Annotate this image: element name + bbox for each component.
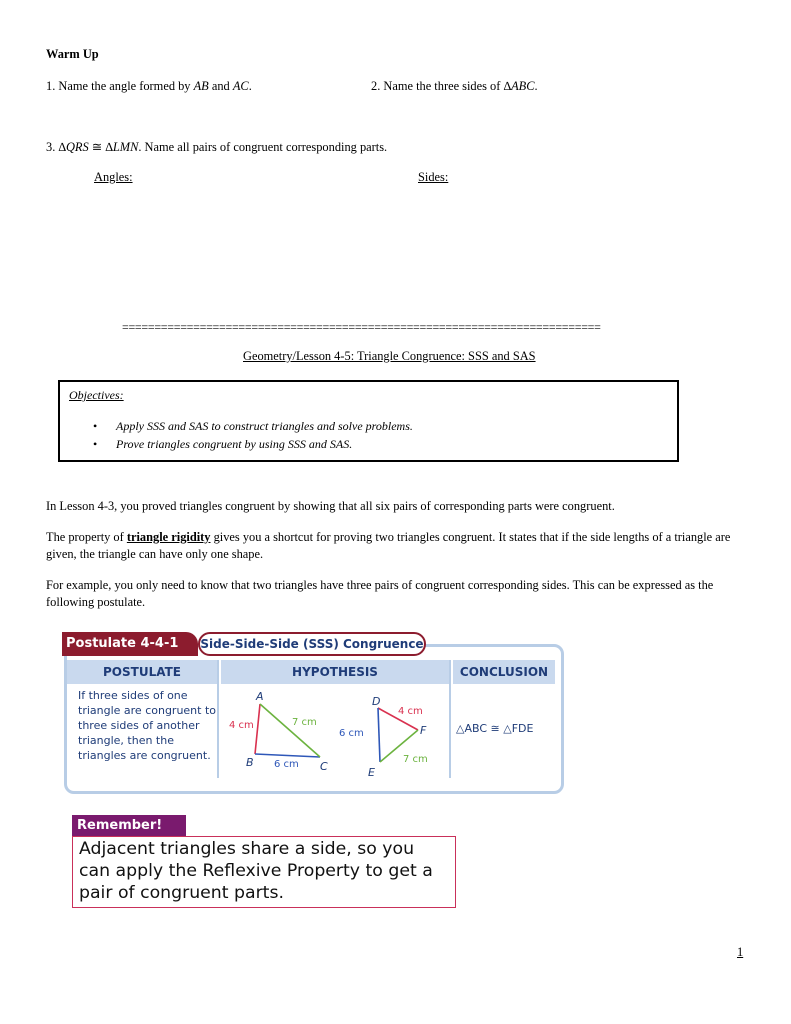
side-ef-length: 7 cm — [403, 754, 428, 765]
q1-post: . — [248, 79, 252, 93]
vertex-c-label: C — [320, 760, 328, 773]
question-1 — [46, 79, 252, 94]
lesson-title: Geometry/Lesson 4-5: Triangle Congruence: SSS and SAS — [243, 349, 536, 363]
question-2 — [371, 79, 538, 94]
side-df-length: 4 cm — [398, 706, 423, 717]
side-bc-length: 6 cm — [274, 759, 299, 770]
q1-text: 1. Name the angle formed by — [46, 79, 194, 93]
remember-text: Adjacent triangles share a side, so you can apply the Reflexive Property to get a pair of congruent parts. — [72, 836, 456, 908]
q1-and: and — [208, 79, 233, 93]
column-header-conclusion: CONCLUSION — [453, 660, 555, 684]
vertex-b-label: B — [246, 756, 254, 769]
q3-post: . Name all pairs of congruent corresponding parts. — [138, 140, 388, 154]
postulate-figure — [62, 630, 564, 792]
postulate-statement: If three sides of one triangle are congruent to three sides of another triangle, then the triangles are congruent. — [78, 689, 217, 762]
p2-text: The property of — [46, 530, 127, 544]
bullet-icon: • — [93, 419, 98, 433]
column-header-hypothesis: HYPOTHESIS — [221, 660, 449, 684]
paragraph-1: In Lesson 4-3, you proved triangles congruent by showing that all six pairs of corresponding parts were congruent. — [46, 499, 615, 513]
postulate-badge: Postulate 4-4-1 — [62, 632, 198, 656]
bullet-icon: • — [93, 437, 98, 451]
column-header-postulate: POSTULATE — [67, 660, 217, 684]
q3-lmn: LMN — [112, 140, 139, 154]
objective-item: Prove triangles congruent by using SSS and SAS. — [116, 437, 353, 451]
side-bc — [255, 754, 320, 757]
vertex-e-label: E — [368, 766, 375, 779]
remember-badge: Remember! — [72, 815, 186, 836]
question-3 — [46, 139, 387, 155]
postulate-title: Side-Side-Side (SSS) Congruence — [198, 632, 426, 656]
q3-text: 3. ∆ — [46, 140, 66, 154]
warmup-title: Warm Up — [46, 47, 99, 61]
side-de — [378, 708, 380, 762]
q3-cong: ≅ ∆ — [88, 140, 113, 154]
vertex-f-label: F — [420, 724, 427, 737]
q1-ab: AB — [193, 79, 209, 93]
paragraph-2 — [46, 529, 748, 563]
side-de-length: 6 cm — [339, 728, 364, 739]
paragraph-3: For example, you only need to know that two triangles have three pairs of congruent corresponding sides. This can be expressed as the following postulate. — [46, 578, 714, 609]
objectives-box — [58, 380, 679, 462]
page-number: 1 — [737, 945, 744, 959]
side-ac — [260, 704, 320, 757]
side-ac-length: 7 cm — [292, 717, 317, 728]
q2-text: 2. Name the three sides of ∆ — [371, 79, 512, 93]
key-term: triangle rigidity — [126, 530, 211, 544]
vertex-d-label: D — [372, 695, 381, 708]
objectives-label: Objectives: — [69, 388, 124, 402]
q3-qrs: QRS — [65, 140, 89, 154]
q2-post: . — [534, 79, 538, 93]
q1-ac: AC — [232, 79, 249, 93]
postulate-conclusion: △ABC ≅ △FDE — [456, 722, 534, 735]
angles-label: Angles: — [94, 170, 133, 184]
vertex-a-label: A — [256, 690, 264, 703]
objective-item: Apply SSS and SAS to construct triangles and solve problems. — [116, 419, 413, 433]
section-divider: ========================================================================== — [122, 320, 601, 334]
side-ab-length: 4 cm — [229, 720, 254, 731]
p2-text-rest: gives you a shortcut for proving two triangles congruent. It states that if the side lengths of a triangle are given, the triangle can have only one shape. — [46, 530, 731, 561]
q2-abc: ABC — [511, 79, 535, 93]
side-ab — [255, 704, 260, 754]
triangles-diagram — [222, 686, 450, 782]
sides-label: Sides: — [418, 170, 449, 184]
